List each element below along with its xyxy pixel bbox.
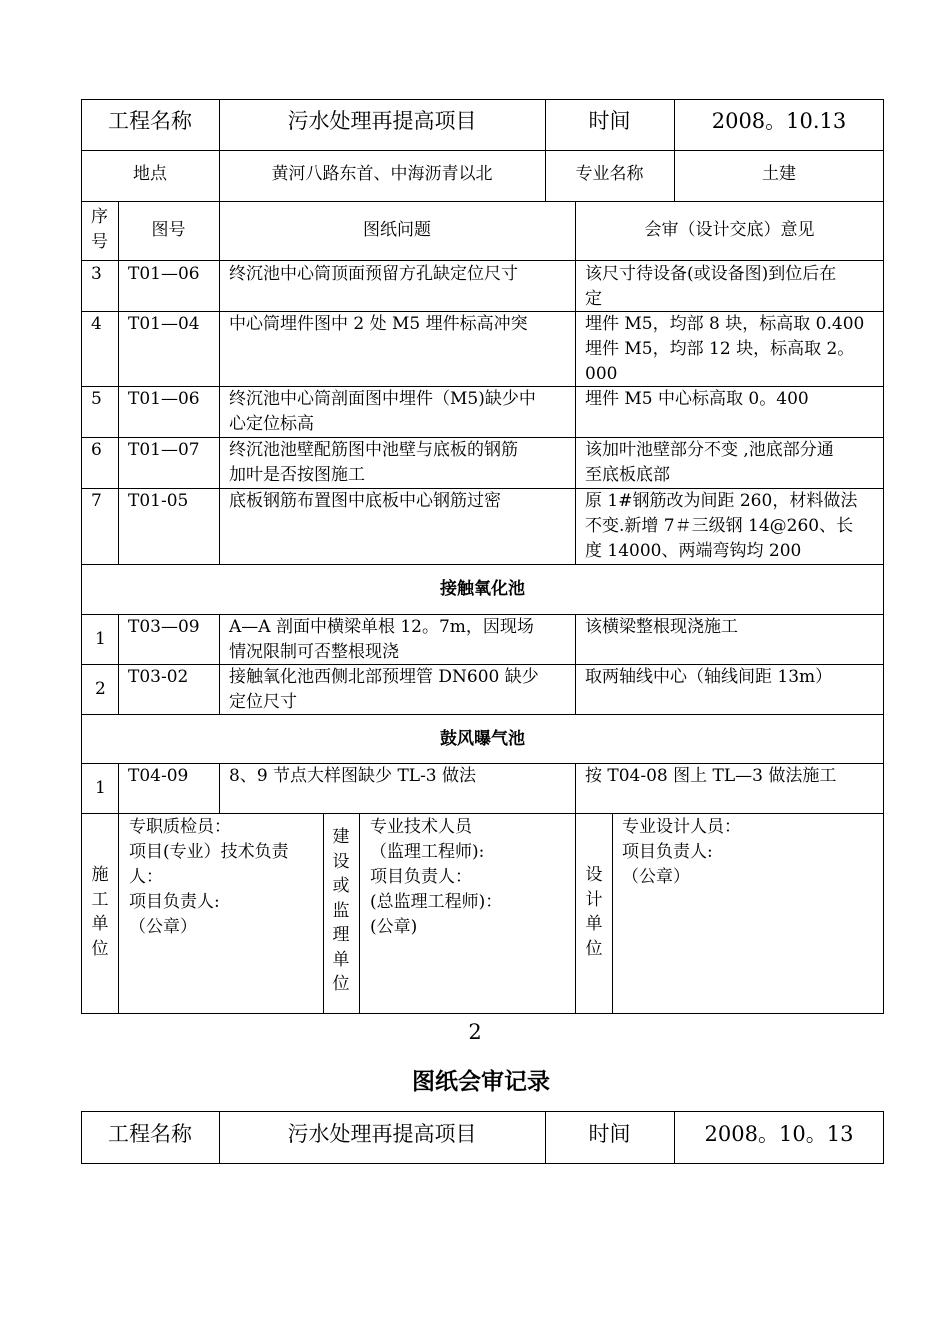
row-opinion: 原 1#钢筋改为间距 260，材料做法 不变.新增 7＃三级钢 14@260、长 度 14000、两端弯钩均 200	[585, 491, 858, 561]
section-title: 鼓风曝气池	[440, 729, 525, 749]
col-opinion: 会审（设计交底）意见	[644, 220, 815, 240]
location-label: 地点	[133, 164, 167, 184]
row-opinion: 该加叶池壁部分不变 ,池底部分通 至底板底部	[585, 440, 834, 485]
project-label: 工程名称	[108, 1122, 192, 1146]
row-no: 1	[95, 629, 106, 649]
specialty-value: 土建	[762, 164, 796, 184]
time-value: 2008。10。13	[704, 1122, 854, 1146]
design-unit-label: 设 计 单 位	[585, 865, 603, 959]
row-issue: 终沉池中心筒剖面图中埋件（M5)缺少中 心定位标高	[229, 389, 536, 434]
specialty-label: 专业名称	[575, 164, 644, 184]
section-title: 接触氧化池	[440, 579, 525, 599]
row-no: 3	[91, 264, 102, 284]
row-no: 2	[95, 679, 106, 699]
row-drawing-no: T01—06	[128, 389, 200, 409]
row-opinion: 该尺寸待设备(或设备图)到位后在 定	[585, 264, 837, 309]
project-name: 污水处理再提高项目	[287, 109, 477, 133]
row-drawing-no: T01—04	[128, 314, 200, 334]
time-label: 时间	[588, 1122, 631, 1146]
row-opinion: 该横梁整根现浇施工	[585, 617, 738, 637]
row-drawing-no: T01—07	[128, 440, 200, 460]
row-drawing-no: T01—06	[128, 264, 200, 284]
location-value: 黄河八路东首、中海沥青以北	[271, 164, 493, 184]
row-drawing-no: T01-05	[128, 491, 189, 511]
row-no: 6	[91, 440, 102, 460]
time-value: 2008。10.13	[711, 109, 847, 133]
doc-title: 图纸会审记录	[412, 1068, 550, 1095]
supervision-unit-label: 建 设 或 监 理 单 位	[332, 827, 350, 994]
row-drawing-no: T03-02	[128, 667, 189, 687]
row-opinion: 埋件 M5 中心标高取 0。400	[585, 389, 809, 409]
time-label: 时间	[588, 109, 631, 133]
supervision-signoff: 专业技术人员 （监理工程师): 项目负责人： (总监理工程师)： (公章)	[370, 817, 503, 937]
col-issue: 图纸问题	[363, 220, 431, 240]
row-issue: A—A 剖面中横梁单根 12。7m，因现场 情况限制可否整根现浇	[229, 617, 534, 662]
row-opinion: 埋件 M5，均部 8 块，标高取 0.400 埋件 M5，均部 12 块，标高取 2。 000	[585, 314, 865, 384]
project-label: 工程名称	[108, 109, 192, 133]
row-opinion: 按 T04-08 图上 TL—3 做法施工	[585, 766, 837, 786]
row-no: 5	[91, 389, 102, 409]
col-drawing-no: 图号	[151, 220, 186, 240]
row-issue: 终沉池中心筒顶面预留方孔缺定位尺寸	[229, 264, 518, 284]
row-issue: 接触氧化池西侧北部预埋管 DN600 缺少 定位尺寸	[229, 667, 539, 712]
construction-signoff: 专职质检员： 项目(专业）技术负责 人： 项目负责人: （公章）	[129, 817, 289, 937]
row-drawing-no: T04-09	[128, 766, 189, 786]
design-signoff: 专业设计人员： 项目负责人: （公章）	[622, 817, 741, 887]
row-issue: 终沉池池壁配筋图中池壁与底板的钢筋 加叶是否按图施工	[229, 440, 518, 485]
project-name: 污水处理再提高项目	[287, 1122, 477, 1146]
row-no: 1	[95, 778, 106, 798]
row-no: 4	[91, 314, 102, 334]
row-no: 7	[91, 491, 102, 511]
row-issue: 8、9 节点大样图缺少 TL-3 做法	[229, 766, 477, 786]
row-drawing-no: T03—09	[128, 617, 200, 637]
col-no: 序 号	[91, 207, 108, 252]
construction-unit-label: 施 工 单 位	[91, 865, 109, 959]
row-opinion: 取两轴线中心（轴线间距 13m）	[585, 667, 833, 687]
page-number: 2	[468, 1020, 482, 1044]
row-issue: 底板钢筋布置图中底板中心钢筋过密	[229, 491, 501, 511]
row-issue: 中心筒埋件图中 2 处 M5 埋件标高冲突	[229, 314, 528, 334]
